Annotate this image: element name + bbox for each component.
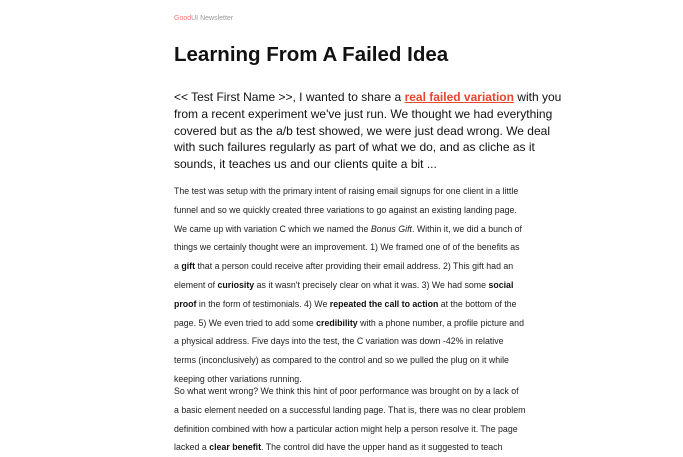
text-line — [174, 420, 525, 439]
text-line — [174, 220, 524, 239]
text-line — [174, 382, 525, 401]
text-segment: as it wasn't precisely clear on what it was. 3) We had some — [254, 279, 489, 290]
text-line — [174, 106, 561, 123]
text-segment: a physical address. Five days into the test, the C variation was down -42% in relative — [174, 336, 504, 347]
text-segment: with such failures regularly as part of what we do, and as cliche as it — [174, 140, 535, 155]
text-segment: a basic element needed on a successful landing page. That is, there was no clear problem — [174, 404, 526, 415]
bold-text: repeated the call to action — [329, 298, 439, 309]
text-segment: a — [174, 261, 182, 272]
text-segment: . The control did have the upper hand as it suggested to teach — [261, 442, 503, 453]
text-segment: << Test First Name >>, I wanted to share a — [174, 90, 405, 104]
text-segment: things we certainly thought were an improvement. 1) We framed one of of the benefits as — [174, 242, 520, 253]
text-line — [174, 351, 524, 370]
text-line — [174, 156, 561, 173]
newsletter-header — [174, 15, 233, 22]
bold-text: credibility — [316, 317, 358, 328]
text-line — [174, 123, 561, 140]
text-segment: covered but as the a/b test showed, we were just dead wrong. We deal — [174, 123, 550, 138]
text-segment: funnel and so we quickly created three variations to go against an existing landing page. — [174, 204, 517, 215]
bold-text: social — [488, 279, 514, 290]
text-line — [174, 401, 525, 420]
bold-text: gift — [181, 261, 196, 272]
text-segment: terms (inconclusively) as compared to the control and so we pulled the plug on it while — [174, 355, 509, 366]
text-line — [174, 89, 561, 106]
text-line — [174, 201, 524, 220]
text-segment: that a person could receive after providing their email address. 2) This gift had an — [195, 261, 514, 272]
text-segment: The test was setup with the primary intent of raising email signups for one client in a little — [174, 186, 519, 196]
text-line — [174, 182, 524, 201]
text-segment: from a recent experiment we've just run. We thought we had everything — [174, 106, 553, 121]
text-segment: at the bottom of the — [438, 298, 517, 309]
body-paragraph-1 — [174, 182, 524, 389]
text-segment: lacked a — [174, 442, 210, 453]
text-line — [174, 276, 524, 295]
text-segment: . Within it, we did a bunch of — [411, 223, 522, 234]
text-line — [174, 139, 561, 156]
body-paragraph-2 — [174, 382, 525, 457]
page-title: Learning From A Failed Idea — [174, 43, 449, 66]
brand-suffix: UI Newsletter — [191, 15, 234, 22]
text-segment: We came up with variation C which we named the — [174, 223, 371, 234]
text-segment: with you — [513, 90, 562, 104]
text-segment: element of — [174, 279, 218, 290]
text-segment: keeping other variations running. — [174, 373, 302, 384]
text-line — [174, 295, 524, 314]
text-line — [174, 438, 525, 457]
text-line — [174, 332, 524, 351]
bold-text: proof — [174, 298, 197, 309]
italic-text: Bonus Gift — [370, 223, 412, 234]
real-failed-variation-link[interactable]: real failed variation — [404, 90, 514, 104]
text-segment: with a phone number, a profile picture and — [357, 317, 524, 328]
text-segment: page. 5) We even tried to add some — [174, 317, 317, 328]
bold-text: clear benefit — [209, 442, 262, 453]
brand-name: Good — [174, 15, 192, 22]
text-segment: in the form of testimonials. 4) We — [196, 298, 330, 309]
bold-text: curiosity — [217, 279, 255, 290]
text-segment: definition combined with how a particular action might help a person resolve it. The page — [174, 423, 518, 434]
text-line — [174, 314, 524, 333]
text-segment: So what went wrong? We think this hint of poor performance was brought on by a lack of — [174, 386, 519, 396]
text-line — [174, 238, 524, 257]
intro-paragraph — [174, 89, 561, 173]
text-segment: sounds, it teaches us and our clients quite a bit ... — [174, 157, 437, 172]
text-line — [174, 257, 524, 276]
